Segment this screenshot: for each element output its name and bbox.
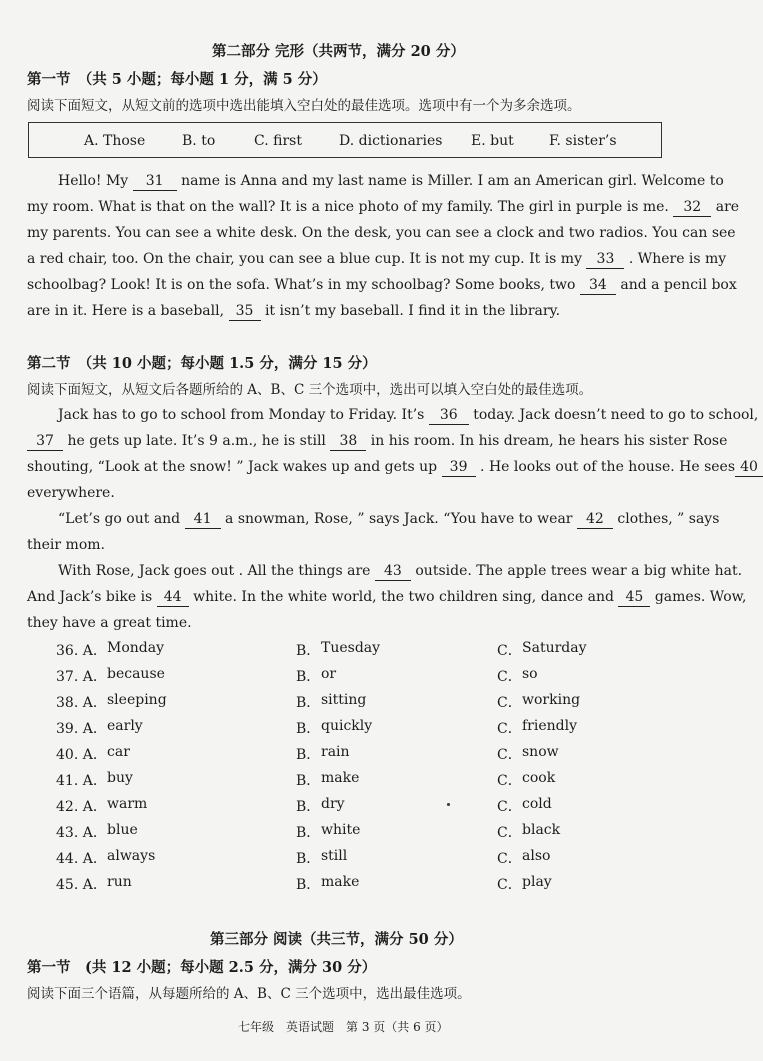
scan-speck <box>447 803 450 806</box>
passage2-line: their mom. <box>27 537 105 553</box>
blank-44: 44 <box>157 588 189 607</box>
option-b-text: still <box>321 848 348 864</box>
option-a-text: buy <box>107 770 133 786</box>
blank-43: 43 <box>375 562 411 581</box>
question-num: 39. A． <box>56 721 107 737</box>
option-c-text: working <box>522 692 581 708</box>
part2-title: 第二部分 完形（共两节，满分 20 分） <box>212 43 465 60</box>
blank-42: 42 <box>577 510 613 529</box>
option-c-text: friendly <box>522 718 578 734</box>
passage2-line: 37 he gets up late. It’s 9 a.m., he is still 38 in his room. In his dream, he hears his sister Rose <box>27 428 727 454</box>
passage1-line: my parents. You can see a white desk. On the desk, you can see a clock and two radios. You can see <box>27 225 736 241</box>
option-a-text: because <box>107 666 165 682</box>
option-b-label: B． <box>296 695 321 711</box>
option-b-label: B． <box>296 643 321 659</box>
passage1-line: are in it. Here is a baseball, 35 it isn’t my baseball. I find it in the library. <box>27 303 561 319</box>
passage1-line: Hello! My 31 name is Anna and my last name is Miller. I am an American girl. Welcome to <box>58 173 724 189</box>
blank-35: 35 <box>229 302 261 321</box>
option-b-label: B． <box>296 721 321 737</box>
page-footer: 七年级 英语试题 第 3 页（共 6 页） <box>238 1020 449 1034</box>
option-b-text: make <box>321 770 360 786</box>
option-c-label: C． <box>497 695 522 711</box>
question-num: 45. A． <box>56 877 107 893</box>
question-num: 41. A． <box>56 773 107 789</box>
question-num: 40. A． <box>56 747 107 763</box>
option-c-label: C． <box>497 643 522 659</box>
option-b-label: B． <box>296 747 321 763</box>
option-a-text: sleeping <box>107 692 167 708</box>
option-a-text: always <box>107 848 156 864</box>
option-a-text: car <box>107 744 130 760</box>
blank-39: 39 <box>442 458 476 477</box>
option-c-text: also <box>522 848 551 864</box>
option-a-text: Monday <box>107 640 164 656</box>
blank-34: 34 <box>580 276 616 295</box>
passage2-line: With Rose, Jack goes out . All the things are 43 outside. The apple trees wear a big white hat. <box>58 563 743 579</box>
question-num: 36. A． <box>56 643 107 659</box>
question-num: 44. A． <box>56 851 107 867</box>
option-a-text: run <box>107 874 132 890</box>
passage2-line: Jack has to go to school from Monday to Friday. It’s 36 today. Jack doesn’t need to go to school, <box>58 407 759 423</box>
option-c-label: C． <box>497 747 522 763</box>
passage2-line: “Let’s go out and 41 a snowman, Rose, ” says Jack. “You have to wear 42 clothes, ” says <box>58 511 720 527</box>
option-c-text: Saturday <box>522 640 587 656</box>
option-f: F. sister’s <box>549 133 617 149</box>
part2-sec2-instruction: 阅读下面短文，从短文后各题所给的 A、B、C 三个选项中，选出可以填入空白处的最佳选项。 <box>27 382 593 398</box>
option-c-text: black <box>522 822 561 838</box>
option-c: C. first <box>254 133 302 149</box>
option-c-text: cold <box>522 796 552 812</box>
option-b-label: B． <box>296 773 321 789</box>
option-a-text: early <box>107 718 143 734</box>
option-c-label: C． <box>497 825 522 841</box>
blank-33: 33 <box>586 250 624 269</box>
blank-40: 40 <box>735 458 763 477</box>
question-num: 43. A． <box>56 825 107 841</box>
option-b-text: dry <box>321 796 345 812</box>
option-e: E. but <box>471 133 514 149</box>
blank-31: 31 <box>133 172 177 191</box>
blank-41: 41 <box>185 510 221 529</box>
part3-sec1-instruction: 阅读下面三个语篇，从每题所给的 A、B、C 三个选项中，选出最佳选项。 <box>27 986 471 1002</box>
blank-45: 45 <box>618 588 650 607</box>
option-a-text: blue <box>107 822 138 838</box>
part3-sec1-header: 第一节 (共 12 小题；每小题 2.5 分，满分 30 分） <box>27 959 377 976</box>
passage1-line: my room. What is that on the wall? It is a nice photo of my family. The girl in purple is me. 32 are <box>27 199 740 215</box>
option-c-label: C． <box>497 799 522 815</box>
option-b-text: rain <box>321 744 350 760</box>
option-b-text: quickly <box>321 718 373 734</box>
option-c-label: C． <box>497 851 522 867</box>
blank-38: 38 <box>330 432 366 451</box>
option-b-text: sitting <box>321 692 367 708</box>
option-c-label: C． <box>497 877 522 893</box>
option-a-text: warm <box>107 796 148 812</box>
blank-32: 32 <box>673 198 711 217</box>
option-c-text: play <box>522 874 552 890</box>
question-num: 42. A． <box>56 799 107 815</box>
passage1-line: schoolbag? Look! It is on the sofa. What’s in my schoolbag? Some books, two 34 and a pencil box <box>27 277 737 293</box>
part2-sec2-header: 第二节 （共 10 小题；每小题 1.5 分，满分 15 分） <box>27 355 377 372</box>
passage2-line: they have a great time. <box>27 615 192 631</box>
option-b-text: or <box>321 666 337 682</box>
part3-title: 第三部分 阅读（共三节，满分 50 分） <box>210 931 463 948</box>
question-num: 37. A． <box>56 669 107 685</box>
question-num: 38. A． <box>56 695 107 711</box>
option-b-label: B． <box>296 669 321 685</box>
option-c-text: so <box>522 666 538 682</box>
option-a: A. Those <box>84 133 146 149</box>
passage1-line: a red chair, too. On the chair, you can see a blue cup. It is not my cup. It is my 33 . Where is my <box>27 251 727 267</box>
option-c-text: cook <box>522 770 556 786</box>
option-b-text: white <box>321 822 361 838</box>
option-c-label: C． <box>497 669 522 685</box>
passage2-line: And Jack’s bike is 44 white. In the white world, the two children sing, dance and 45 games. Wow, <box>27 589 747 605</box>
blank-36: 36 <box>429 406 469 425</box>
passage2-line: shouting, “Look at the snow! ” Jack wakes up and gets up 39 . He looks out of the house. He sees 40 <box>27 454 763 480</box>
part2-sec1-header: 第一节 （共 5 小题；每小题 1 分，满 5 分） <box>27 71 327 88</box>
option-c-label: C． <box>497 773 522 789</box>
part2-sec1-instruction: 阅读下面短文，从短文前的选项中选出能填入空白处的最佳选项。选项中有一个为多余选项。 <box>27 98 581 114</box>
option-b-label: B． <box>296 877 321 893</box>
option-b-label: B． <box>296 799 321 815</box>
option-c-text: snow <box>522 744 559 760</box>
option-b-text: Tuesday <box>321 640 381 656</box>
passage2-line: everywhere. <box>27 485 115 501</box>
option-b-label: B． <box>296 851 321 867</box>
option-b-label: B． <box>296 825 321 841</box>
option-b: B. to <box>182 133 216 149</box>
option-d: D. dictionaries <box>339 133 443 149</box>
blank-37: 37 <box>27 432 63 451</box>
option-c-label: C． <box>497 721 522 737</box>
option-b-text: make <box>321 874 360 890</box>
